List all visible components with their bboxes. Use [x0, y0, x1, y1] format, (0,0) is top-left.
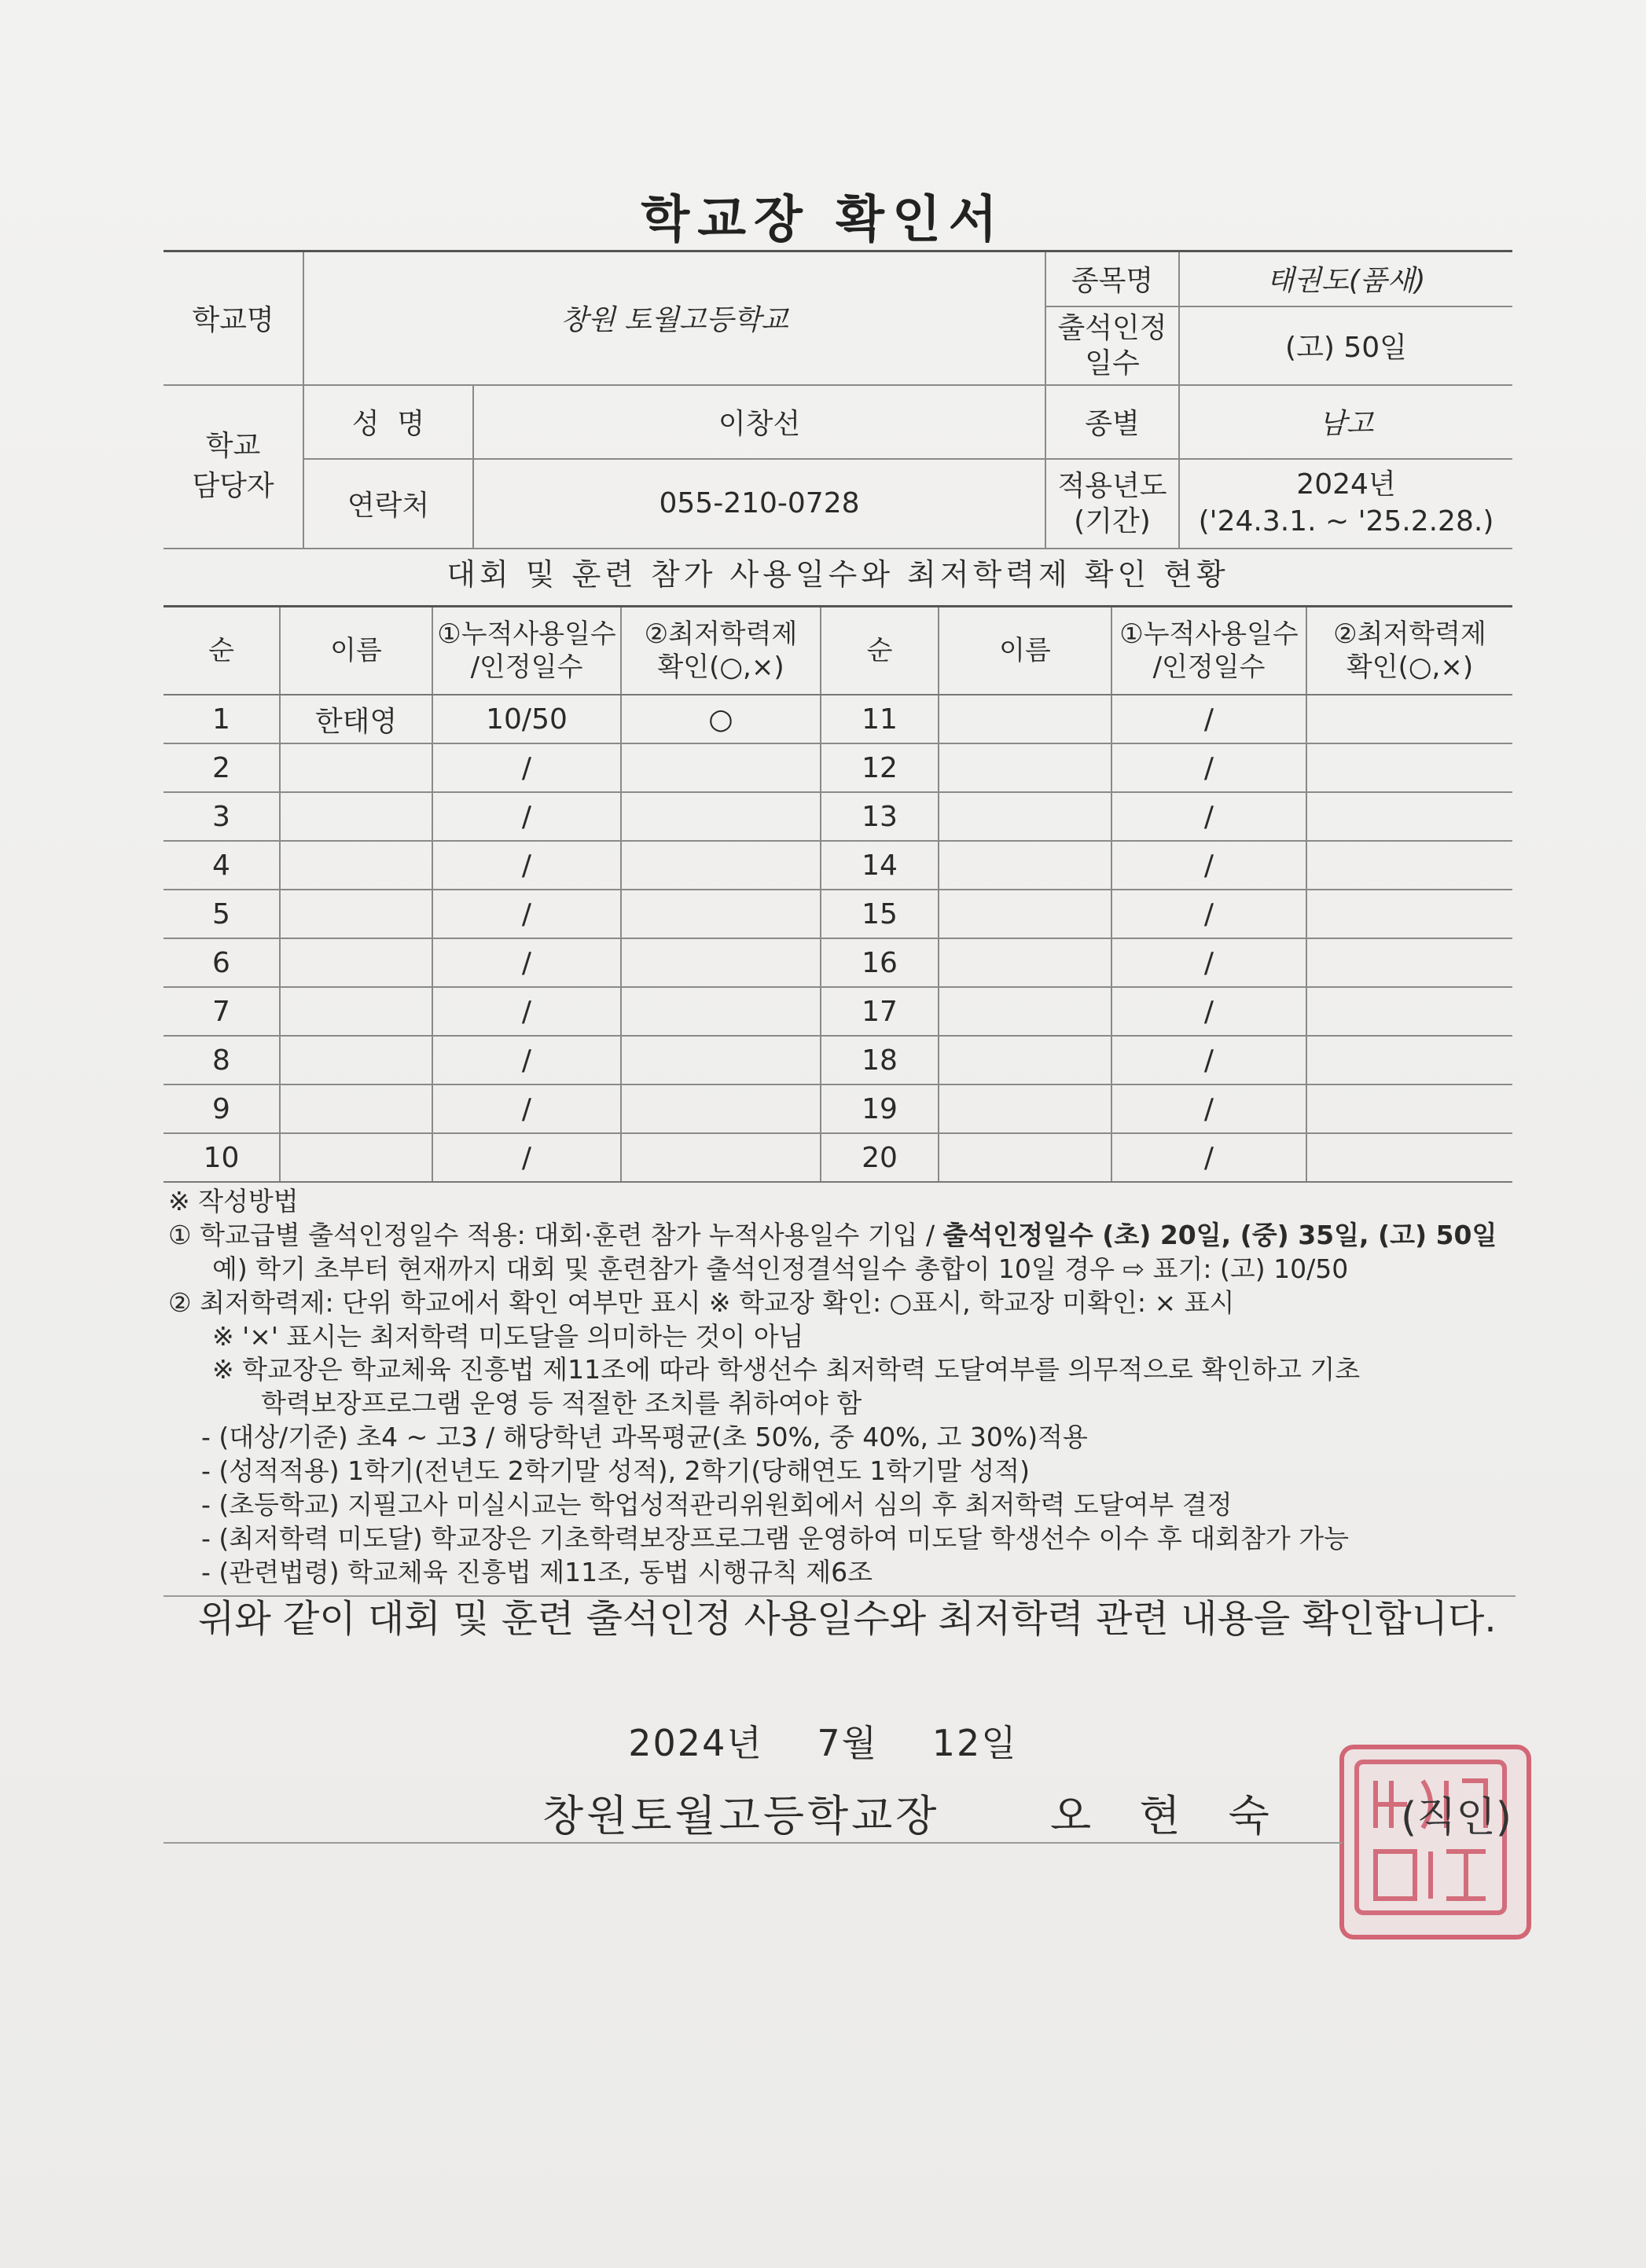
cell-no: 5 — [163, 890, 280, 938]
cell-days: / — [1111, 1036, 1306, 1084]
date-year: 2024년 — [628, 1722, 763, 1764]
cell-check — [1306, 1036, 1512, 1084]
cell-days: / — [432, 841, 621, 890]
cell-days: / — [432, 743, 621, 792]
cell-days: / — [1111, 1084, 1306, 1133]
table-row — [163, 743, 1512, 792]
detail-5: - (관련법령) 학교체육 진흥법 제11조, 동법 시행규칙 제6조 — [201, 1556, 873, 1587]
col-header-name: 이름 — [280, 607, 432, 695]
confirmation-statement: 위와 같이 대회 및 훈련 출석인정 사용일수와 최저학력 관련 내용을 확인합니다. — [198, 1597, 1497, 1641]
cell-check — [1306, 987, 1512, 1036]
cell-no: 17 — [821, 987, 939, 1036]
cell-days: / — [1111, 938, 1306, 987]
note-5: 학력보장프로그램 운영 등 적절한 조치를 취하여야 함 — [261, 1388, 862, 1419]
col-header-days: ①누적사용일수 /인정일수 — [1111, 607, 1306, 695]
cell-no: 12 — [821, 743, 939, 792]
cell-days: / — [432, 938, 621, 987]
cell-days: / — [1111, 792, 1306, 841]
note-1-text: ① 학교급별 출석인정일수 적용: 대회·훈련 참가 누적사용일수 기입 / — [168, 1219, 943, 1250]
table-row — [163, 1084, 1512, 1133]
cell-no: 18 — [821, 1036, 939, 1084]
detail-3: - (초등학교) 지필고사 미실시교는 학업성적관리위원회에서 심의 후 최저학력 도달여부 결정 — [201, 1489, 1233, 1521]
cell-check — [621, 1036, 821, 1084]
applied-year-label: 적용년도 (기간) — [1045, 459, 1179, 549]
note-2: ② 최저학력제: 단위 학교에서 확인 여부만 표시 ※ 학교장 확인: ○표시, 학교장 미확인: × 표시 — [168, 1286, 1235, 1318]
cell-days: / — [1111, 1133, 1306, 1182]
applied-period-value: ('24.3.1. ~ '25.2.28.) — [1198, 505, 1494, 538]
note-3: ※ '×' 표시는 최저학력 미도달을 의미하는 것이 아님 — [212, 1320, 804, 1352]
cell-name — [280, 1084, 432, 1133]
cell-check — [1306, 743, 1512, 792]
cell-name — [280, 743, 432, 792]
col-header-no: 순 — [821, 607, 939, 695]
cell-no: 10 — [163, 1133, 280, 1182]
cell-check — [1306, 792, 1512, 841]
contact-label: 연락처 — [303, 459, 473, 549]
cell-days: / — [432, 987, 621, 1036]
cell-check — [621, 1084, 821, 1133]
writing-instructions — [168, 1185, 1520, 1590]
table-row — [163, 841, 1512, 890]
note-1-example: 예) 학기 초부터 현재까지 대회 및 훈련참가 출석인정결석일수 총합이 10일 경우 ⇨ 표기: (고) 10/50 — [212, 1253, 1349, 1284]
cell-no: 15 — [821, 890, 939, 938]
table-row — [163, 938, 1512, 987]
cell-name — [280, 890, 432, 938]
cell-days: / — [1111, 987, 1306, 1036]
date-day: 12일 — [931, 1722, 1018, 1764]
cell-no: 11 — [821, 695, 939, 743]
table-row — [163, 890, 1512, 938]
cell-name — [939, 938, 1111, 987]
cell-name — [939, 1036, 1111, 1084]
school-name-value: 창원 토월고등학교 — [303, 251, 1045, 385]
cell-name — [280, 1036, 432, 1084]
cell-no: 14 — [821, 841, 939, 890]
table-row — [163, 987, 1512, 1036]
cell-check — [621, 1133, 821, 1182]
cell-days: / — [1111, 841, 1306, 890]
cell-no: 4 — [163, 841, 280, 890]
table-row — [163, 1036, 1512, 1084]
contact-value: 055-210-0728 — [473, 459, 1045, 549]
applied-year-value: 2024년 — [1296, 468, 1396, 501]
col-header-no: 순 — [163, 607, 280, 695]
cell-check — [1306, 1133, 1512, 1182]
cell-check — [1306, 890, 1512, 938]
cell-check: ○ — [621, 695, 821, 743]
cell-check — [1306, 695, 1512, 743]
table-row — [163, 792, 1512, 841]
detail-2: - (성적적용) 1학기(전년도 2학기말 성적), 2학기(당해연도 1학기말 성적) — [201, 1455, 1031, 1487]
cell-no: 19 — [821, 1084, 939, 1133]
cell-days: / — [432, 1084, 621, 1133]
cell-check — [1306, 1084, 1512, 1133]
cell-no: 16 — [821, 938, 939, 987]
category-value: 남고 — [1179, 385, 1512, 459]
attendance-days-label: 출석인정 일수 — [1045, 306, 1179, 385]
cell-days: / — [1111, 695, 1306, 743]
applied-year-cell — [1179, 459, 1512, 549]
cell-name — [939, 743, 1111, 792]
cell-no: 9 — [163, 1084, 280, 1133]
cell-days: / — [1111, 890, 1306, 938]
cell-check — [621, 987, 821, 1036]
cell-name — [280, 938, 432, 987]
detail-1: - (대상/기준) 초4 ~ 고3 / 해당학년 과목평균(초 50%, 중 40%, 고 30%)적용 — [201, 1422, 1088, 1453]
col-header-check: ②최저학력제 확인(○,×) — [621, 607, 821, 695]
col-header-name: 이름 — [939, 607, 1111, 695]
cell-name — [280, 987, 432, 1036]
cell-name: 한태영 — [280, 695, 432, 743]
manager-label: 학교 담당자 — [163, 385, 303, 549]
cell-check — [621, 890, 821, 938]
cell-no: 20 — [821, 1133, 939, 1182]
notes-heading: ※ 작성방법 — [168, 1186, 299, 1217]
detail-4: - (최저학력 미도달) 학교장은 기초학력보장프로그램 운영하여 미도달 학생선수 이수 후 대회참가 가능 — [201, 1522, 1350, 1554]
table-row — [163, 695, 1512, 743]
school-principal-title: 창원토월고등학교장 — [542, 1791, 940, 1840]
cell-check — [621, 792, 821, 841]
cell-name — [280, 1133, 432, 1182]
cell-name — [939, 695, 1111, 743]
participant-table — [163, 605, 1512, 1183]
cell-days: / — [432, 792, 621, 841]
note-1 — [168, 1219, 1520, 1253]
manager-name-label: 성 명 — [303, 385, 473, 459]
cell-no: 2 — [163, 743, 280, 792]
cell-check — [621, 743, 821, 792]
cell-no: 7 — [163, 987, 280, 1036]
sport-label: 종목명 — [1045, 251, 1179, 306]
cell-days: / — [1111, 743, 1306, 792]
cell-days: / — [432, 1036, 621, 1084]
school-info-table — [163, 250, 1512, 549]
cell-check — [1306, 841, 1512, 890]
document-title: 학교장 확인서 — [641, 191, 1005, 249]
attendance-days-value: (고) 50일 — [1179, 306, 1512, 385]
cell-name — [939, 987, 1111, 1036]
cell-name — [939, 841, 1111, 890]
date-month: 7월 — [817, 1722, 879, 1764]
participant-table-header — [163, 607, 1512, 695]
cell-name — [280, 841, 432, 890]
cell-check — [1306, 938, 1512, 987]
divider-bottom — [163, 1842, 1343, 1844]
cell-no: 3 — [163, 792, 280, 841]
cell-name — [939, 1133, 1111, 1182]
cell-no: 13 — [821, 792, 939, 841]
cell-no: 6 — [163, 938, 280, 987]
note-4: ※ 학교장은 학교체육 진흥법 제11조에 따라 학생선수 최저학력 도달여부를 의무적으로 확인하고 기초 — [212, 1354, 1361, 1385]
sport-value: 태권도(품새) — [1179, 251, 1512, 306]
cell-days: / — [432, 890, 621, 938]
manager-name-value: 이창선 — [473, 385, 1045, 459]
principal-name: 오 현 숙 — [1050, 1791, 1287, 1840]
cell-no: 8 — [163, 1036, 280, 1084]
seal-label: (직인) — [1401, 1794, 1512, 1841]
cell-check — [621, 841, 821, 890]
category-label: 종별 — [1045, 385, 1179, 459]
status-subtitle: 대회 및 훈련 참가 사용일수와 최저학력제 확인 현황 — [446, 557, 1229, 592]
cell-check — [621, 938, 821, 987]
cell-name — [939, 1084, 1111, 1133]
cell-name — [939, 792, 1111, 841]
note-1-bold: 출석인정일수 (초) 20일, (중) 35일, (고) 50일 — [942, 1219, 1497, 1250]
school-name-label: 학교명 — [163, 251, 303, 385]
cell-days: / — [432, 1133, 621, 1182]
cell-name — [280, 792, 432, 841]
cell-days: 10/50 — [432, 695, 621, 743]
col-header-check: ②최저학력제 확인(○,×) — [1306, 607, 1512, 695]
cell-name — [939, 890, 1111, 938]
col-header-days: ①누적사용일수 /인정일수 — [432, 607, 621, 695]
cell-no: 1 — [163, 695, 280, 743]
table-row — [163, 1133, 1512, 1182]
